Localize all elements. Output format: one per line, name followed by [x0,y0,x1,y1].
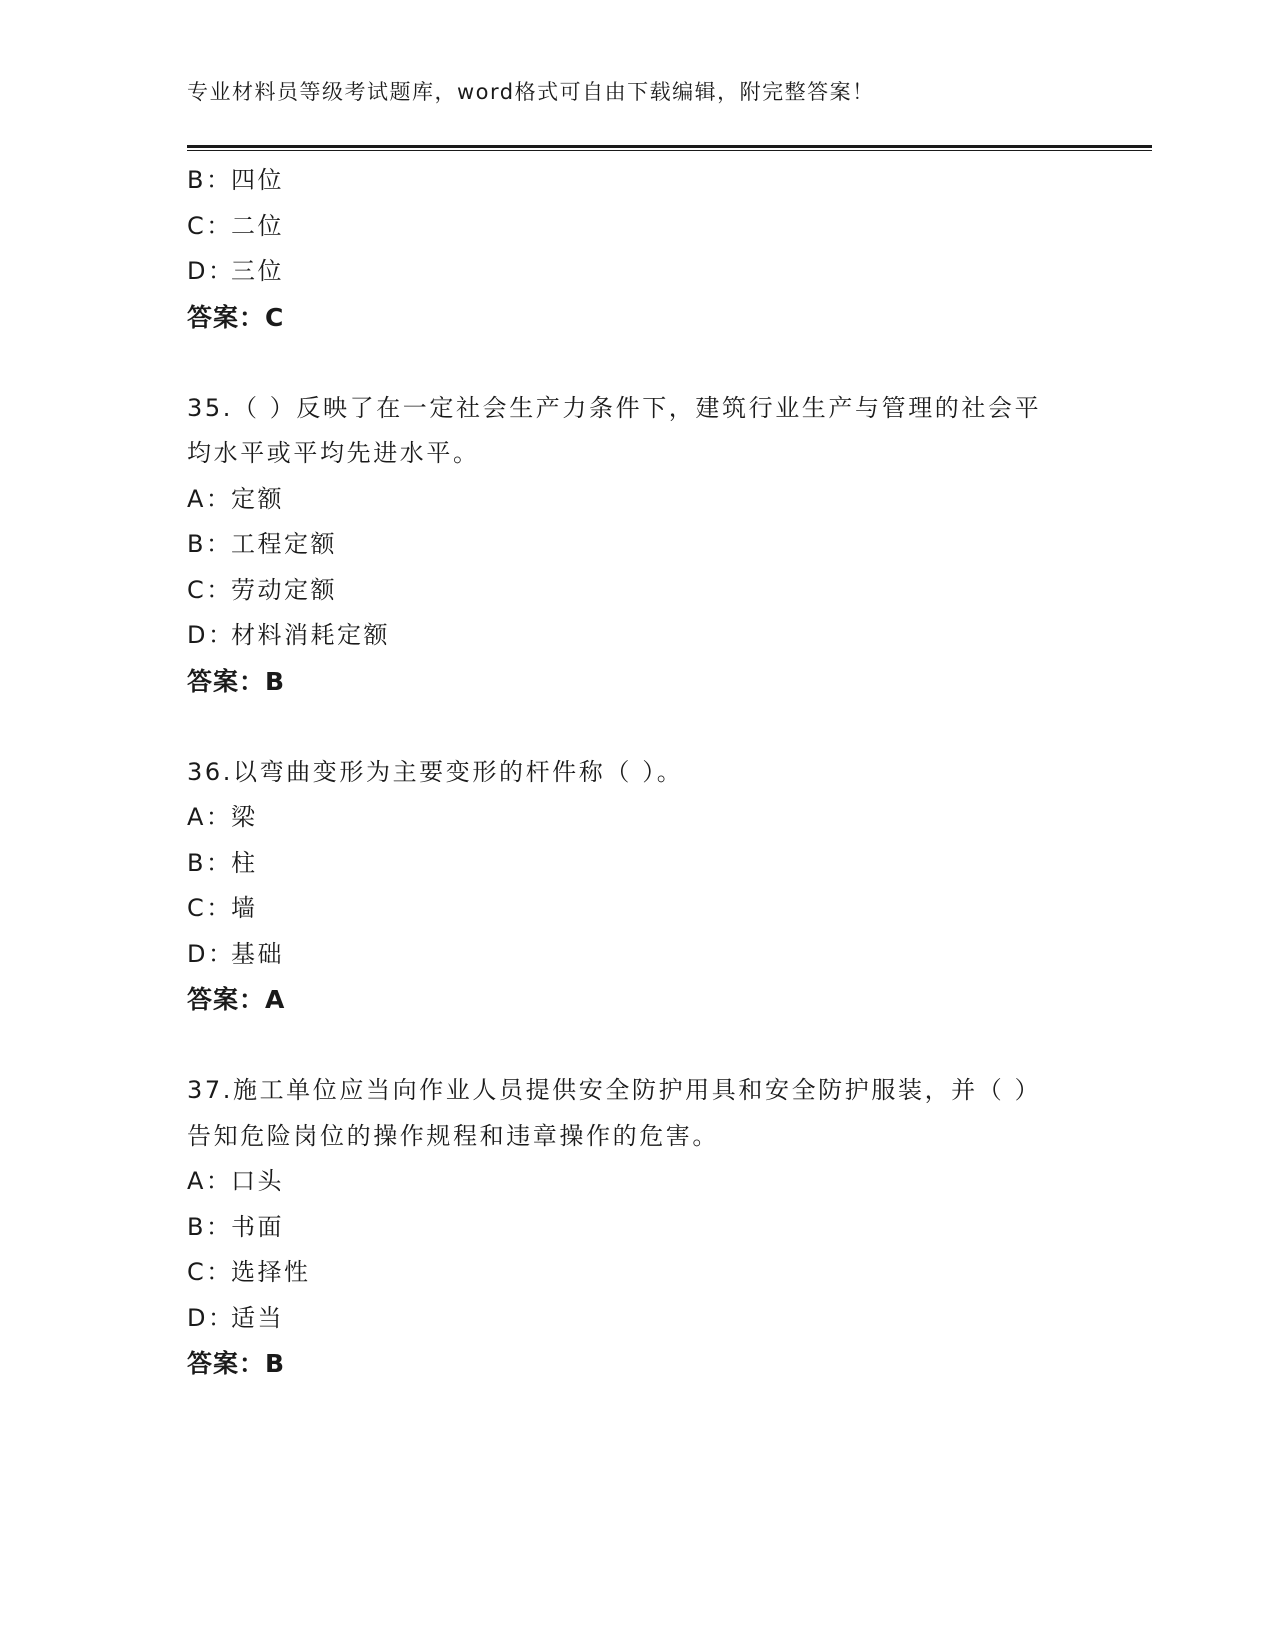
question-34-continued [187,158,1087,340]
option-letter: C： [187,1258,233,1286]
option-text: 工程定额 [231,530,337,558]
option-text: 三位 [231,257,284,285]
option-a [187,477,1087,523]
question-35 [187,386,1087,705]
option-letter: B： [187,166,233,194]
option-d [187,249,1087,295]
option-letter: C： [187,575,233,604]
option-text: 二位 [231,211,284,240]
header-divider [187,145,1152,151]
option-letter: D： [187,257,235,285]
answer-line: 答案：B [187,1349,286,1378]
option-text: 四位 [231,166,284,194]
option-b [187,158,1087,204]
option-text: 材料消耗定额 [231,621,390,649]
option-letter: B： [187,1212,233,1241]
option-text: 选择性 [231,1258,311,1286]
option-letter: B： [187,530,233,558]
question-stem: 37.施工单位应当向作业人员提供安全防护用具和安全防护服装，并（ ）告知危险岗位的操作规程和违章操作的危害。 [187,1076,1042,1150]
option-a [187,1159,1087,1205]
option-b [187,522,1087,568]
option-text: 墙 [231,894,258,922]
question-37 [187,1068,1087,1387]
option-b [187,841,1087,887]
option-d [187,1296,1087,1342]
option-text: 定额 [231,484,284,513]
option-b [187,1205,1087,1251]
option-text: 口头 [231,1167,284,1195]
option-letter: C： [187,211,233,240]
question-list [187,158,1087,1387]
question-stem: 35.（ ）反映了在一定社会生产力条件下，建筑行业生产与管理的社会平均水平或平均先进水平。 [187,393,1042,467]
option-c [187,1250,1087,1296]
option-text: 书面 [231,1212,284,1241]
option-text: 梁 [231,803,258,831]
option-d [187,613,1087,659]
option-text: 基础 [231,939,284,968]
option-letter: B： [187,848,233,877]
answer-line: 答案：C [187,302,285,332]
answer-line: 答案：B [187,666,286,696]
option-letter: D： [187,939,235,968]
option-letter: A： [187,1167,233,1195]
option-text: 柱 [231,848,258,877]
question-stem: 36.以弯曲变形为主要变形的杆件称（ ）。 [187,757,684,786]
option-c [187,204,1087,250]
option-letter: A： [187,803,233,831]
option-letter: C： [187,894,233,922]
option-c [187,886,1087,932]
option-text: 适当 [231,1303,284,1332]
page-header: 专业材料员等级考试题库，word格式可自由下载编辑，附完整答案！ [187,80,875,104]
option-letter: D： [187,621,235,649]
option-text: 劳动定额 [231,575,337,604]
question-36 [187,750,1087,1023]
answer-line: 答案：A [187,985,286,1014]
option-c [187,568,1087,614]
option-letter: D： [187,1303,235,1332]
option-letter: A： [187,484,233,513]
option-a [187,795,1087,841]
option-d [187,932,1087,978]
